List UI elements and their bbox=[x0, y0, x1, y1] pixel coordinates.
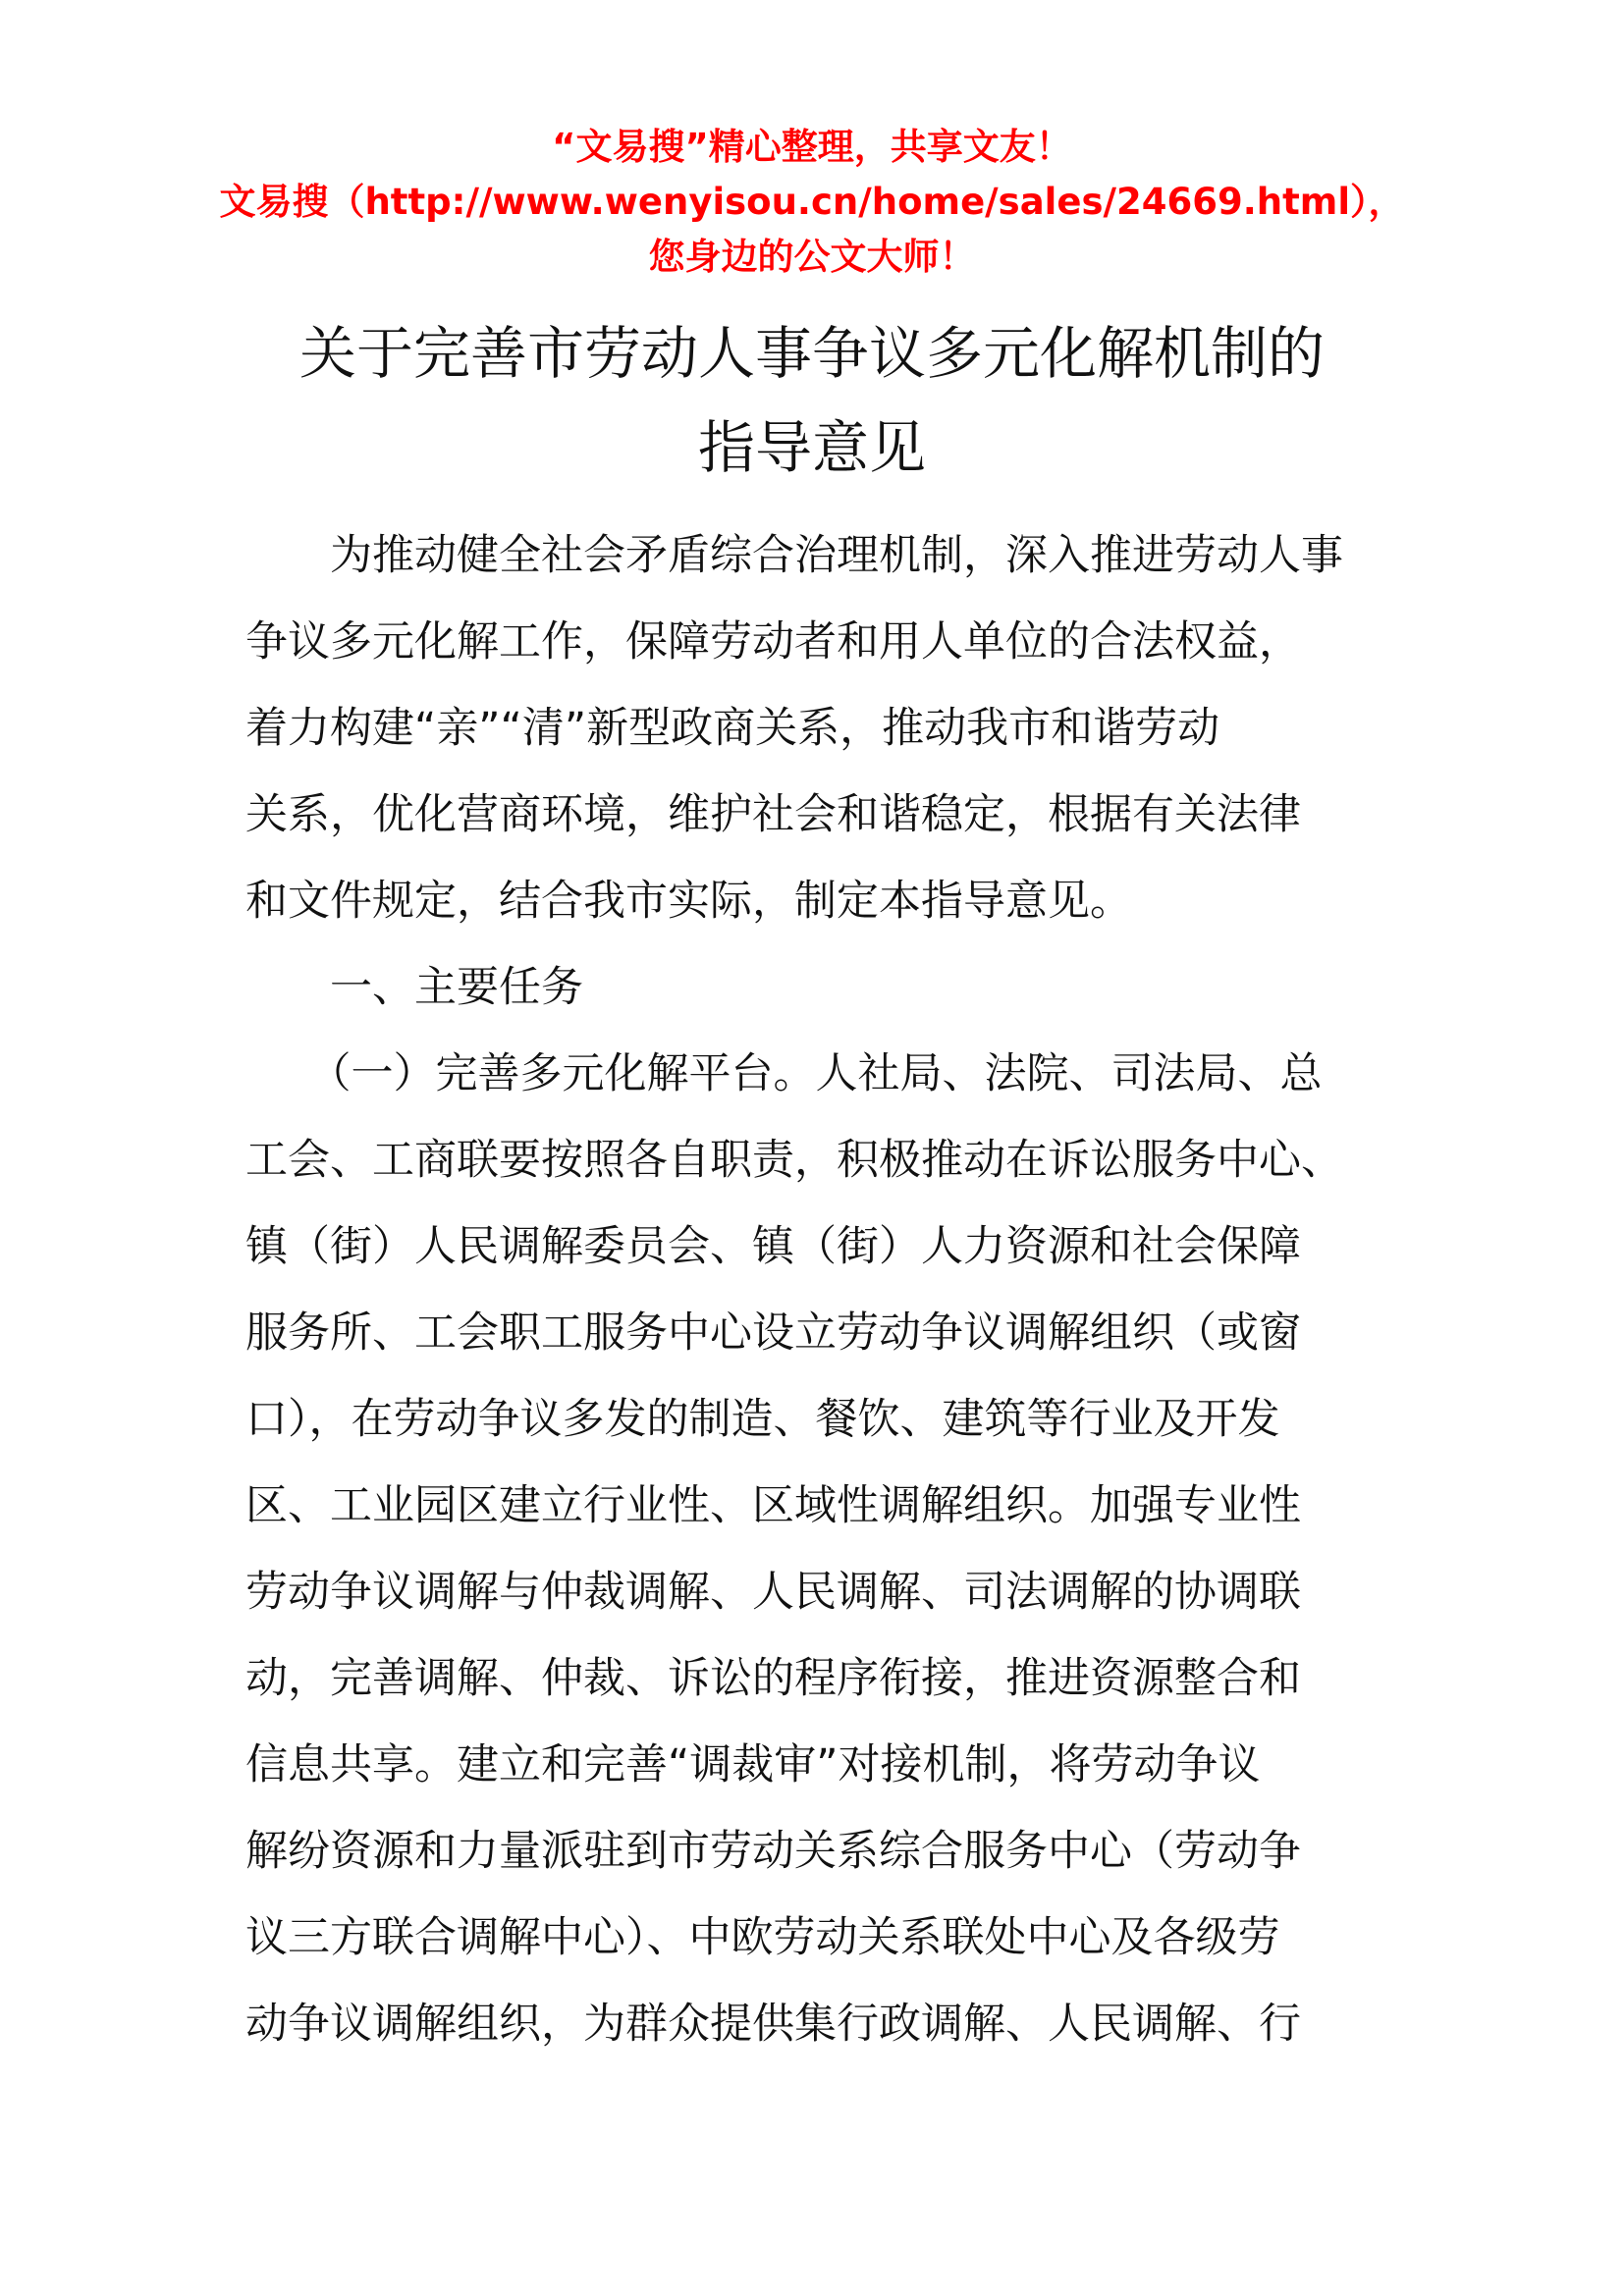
body-line: （一）完善多元化解平台。人社局、法院、司法局、总 bbox=[245, 1049, 1323, 1098]
section-heading: 一、主要任务 bbox=[245, 963, 583, 1012]
body-line: 为推动健全社会矛盾综合治理机制，深入推进劳动人事 bbox=[245, 531, 1343, 580]
body-line: 动争议调解组织，为群众提供集行政调解、人民调解、行 bbox=[245, 2000, 1301, 2049]
title-line-1: 关于完善市劳动人事争议多元化解机制的 bbox=[298, 320, 1325, 387]
body-line: 服务所、工会职工服务中心设立劳动争议调解组织（或窗 bbox=[245, 1308, 1301, 1358]
body-line: 口），在劳动争议多发的制造、餐饮、建筑等行业及开发 bbox=[245, 1395, 1280, 1444]
title-line-2: 指导意见 bbox=[697, 414, 926, 481]
document-body bbox=[245, 512, 1375, 2067]
body-line: 工会、工商联要按照各自职责，积极推动在诉讼服务中心、 bbox=[245, 1136, 1343, 1185]
body-line: 议三方联合调解中心）、中欧劳动关系联处中心及各级劳 bbox=[245, 1913, 1280, 1962]
promo-header bbox=[0, 120, 1624, 285]
body-line: 争议多元化解工作，保障劳动者和用人单位的合法权益， bbox=[245, 617, 1301, 667]
body-line: 动，完善调解、仲裁、诉讼的程序衔接，推进资源整合和 bbox=[245, 1654, 1301, 1703]
body-line: 区、工业园区建立行业性、区域性调解组织。加强专业性 bbox=[245, 1481, 1301, 1530]
promo-line-2: 文易搜（http://www.wenyisou.cn/home/sales/24669.html）， bbox=[219, 181, 1405, 223]
promo-line-1: “文易搜”精心整理，共享文友！ bbox=[552, 126, 1072, 168]
document-title bbox=[0, 306, 1624, 495]
body-line: 解纷资源和力量派驻到市劳动关系综合服务中心（劳动争 bbox=[245, 1827, 1301, 1876]
body-line: 和文件规定，结合我市实际，制定本指导意见。 bbox=[245, 877, 1132, 926]
body-line: 关系，优化营商环境，维护社会和谐稳定，根据有关法律 bbox=[245, 790, 1301, 839]
promo-line-3: 您身边的公文大师！ bbox=[648, 236, 976, 278]
body-line: 劳动争议调解与仲裁调解、人民调解、司法调解的协调联 bbox=[245, 1568, 1301, 1617]
body-line: 镇（街）人民调解委员会、镇（街）人力资源和社会保障 bbox=[245, 1222, 1301, 1271]
body-line: 着力构建“亲”“清”新型政商关系，推动我市和谐劳动 bbox=[245, 704, 1220, 753]
body-line: 信息共享。建立和完善“调裁审”对接机制，将劳动争议 bbox=[245, 1740, 1261, 1789]
